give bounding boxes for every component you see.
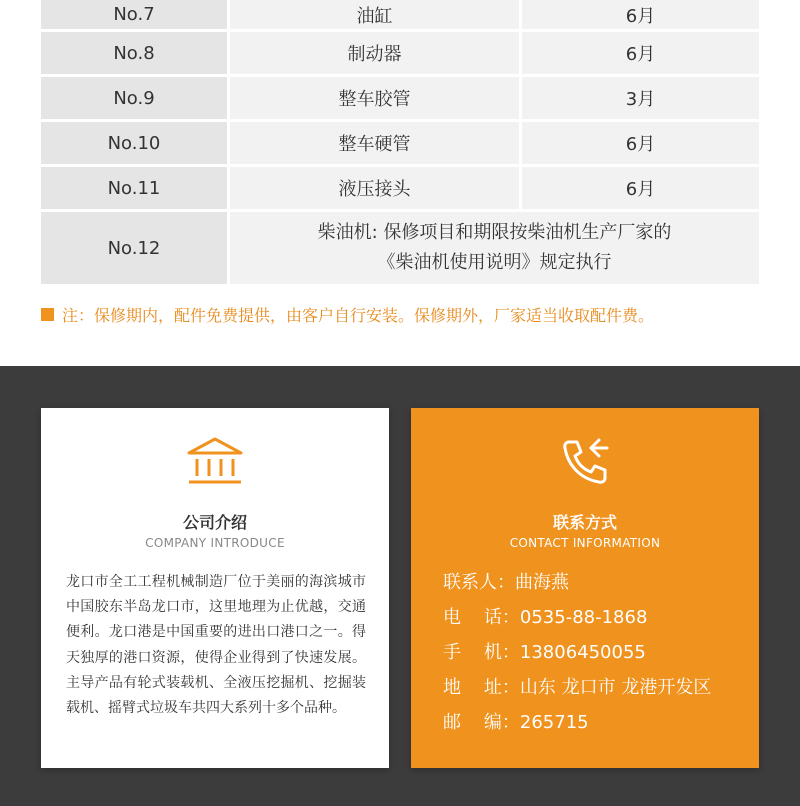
contact-label: 联系人： (443, 572, 515, 593)
row-period: 6月 (522, 122, 759, 164)
company-title: 公司介绍 (182, 513, 247, 532)
contact-phone (443, 605, 743, 640)
contact-list (443, 570, 743, 745)
row-item: 制动器 (230, 32, 519, 74)
row-item: 整车硬管 (230, 122, 519, 164)
contact-card (411, 408, 759, 768)
company-intro-text: 龙口市全工工程机械制造厂位于美丽的海滨城市中国胶东半岛龙口市，这里地理为止优越，交通便利。龙口港是中国重要的进出口港口之一。得天独厚的港口资源，使得企业得到了快速发展。主导产品有轮式装载机、全液压挖掘机、挖掘装载机、摇臂式垃圾车共四大系列十多个品种。 (66, 574, 366, 717)
row-number: No.10 (41, 122, 227, 164)
contact-value: 265715 (519, 712, 589, 733)
contact-subtitle: CONTACT INFORMATION (509, 536, 661, 550)
row-number: No.9 (41, 77, 227, 119)
contact-postcode (443, 710, 743, 745)
contact-label: 电 话： (443, 607, 520, 628)
contact-address (443, 675, 743, 710)
contact-title: 联系方式 (552, 513, 617, 532)
contact-value[interactable]: 13806450055 (519, 642, 646, 663)
row-item: 液压接头 (230, 167, 519, 209)
row-period: 6月 (522, 32, 759, 74)
table-row (41, 212, 759, 284)
diesel-engine-note (230, 212, 759, 284)
contact-person (443, 570, 743, 605)
diesel-note-line1: 柴油机: 保修项目和期限按柴油机生产厂家的 (317, 222, 672, 243)
row-period: 3月 (522, 77, 759, 119)
row-period: 6月 (522, 0, 759, 29)
warranty-table (41, 0, 759, 287)
contact-label: 邮 编： (443, 712, 520, 733)
row-number: No.12 (41, 212, 227, 284)
company-subtitle: COMPANY INTRODUCE (145, 536, 285, 550)
table-row (41, 77, 759, 119)
contact-value: 山东 龙口市 龙港开发区 (519, 677, 712, 698)
contact-value: 曲海燕 (515, 572, 569, 593)
info-section (0, 366, 800, 806)
table-row (41, 122, 759, 164)
orange-square-icon (41, 308, 54, 321)
row-item: 油缸 (230, 0, 519, 29)
row-period: 6月 (522, 167, 759, 209)
table-row (41, 0, 759, 29)
contact-label: 地 址： (443, 677, 520, 698)
contact-label: 手 机： (443, 642, 520, 663)
warranty-footnote (41, 303, 759, 326)
table-row (41, 167, 759, 209)
row-number: No.8 (41, 32, 227, 74)
bank-building-icon (41, 436, 389, 492)
row-number: No.7 (41, 0, 227, 29)
contact-value[interactable]: 0535-88-1868 (519, 607, 648, 628)
footnote-text: 注：保修期内，配件免费提供，由客户自行安装。保修期外，厂家适当收取配件费。 (62, 306, 655, 325)
contact-mobile (443, 640, 743, 675)
table-row (41, 32, 759, 74)
row-item: 整车胶管 (230, 77, 519, 119)
row-number: No.11 (41, 167, 227, 209)
diesel-note-line2: 《柴油机使用说明》规定执行 (377, 252, 612, 273)
phone-incoming-icon (411, 436, 759, 492)
company-card (41, 408, 389, 768)
